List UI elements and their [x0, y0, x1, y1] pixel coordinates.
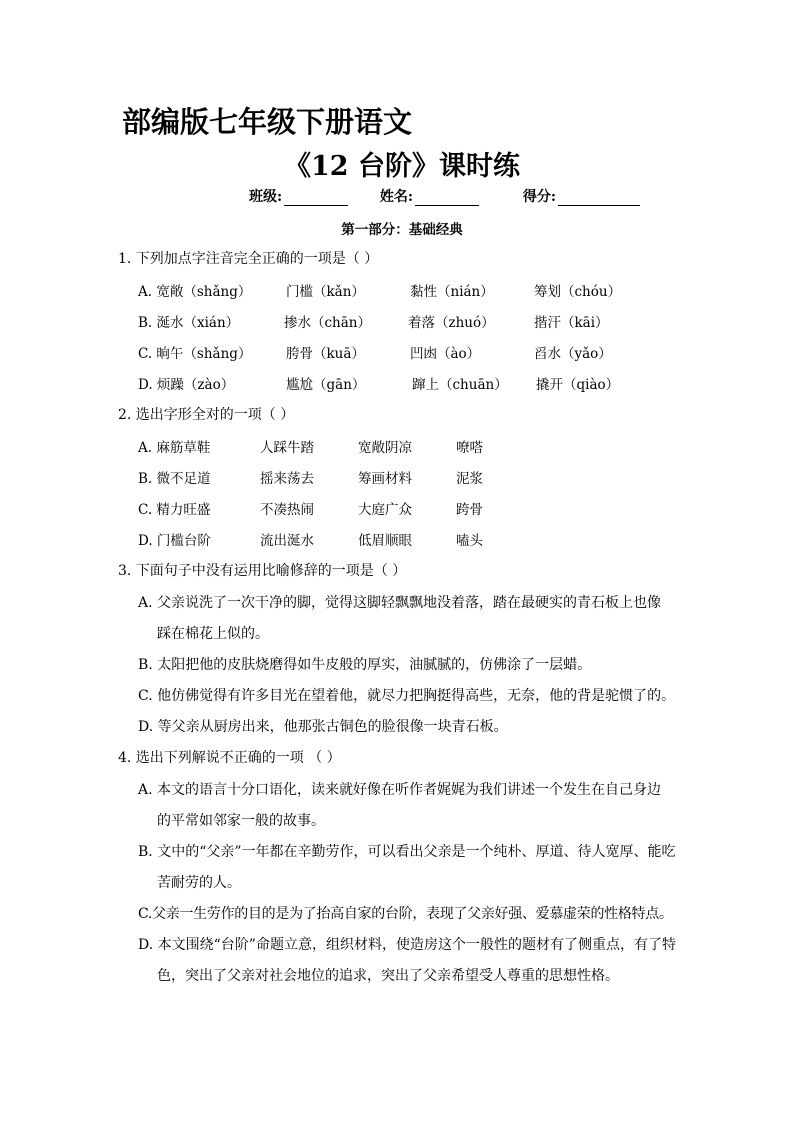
- option-cell: 门槛（kǎn）: [286, 284, 365, 300]
- question-1-option-row: [138, 280, 738, 300]
- option-cell: C. 晌午（shǎng）: [138, 346, 252, 362]
- question-2-stem: 2. 选出字形全对的一项（ ）: [118, 407, 295, 423]
- option-cell: 大庭广众: [358, 502, 412, 518]
- option-cell: 人踩牛踏: [260, 440, 314, 456]
- student-info-line: [249, 186, 640, 206]
- question-4-option-b: B. 文中的“父亲”一年都在辛勤劳作，可以看出父亲是一个纯朴、厚道、待人宽厚、能吃: [138, 844, 676, 860]
- option-cell: 揩汗（kāi）: [534, 315, 609, 331]
- option-cell: 低眉顺眼: [358, 533, 412, 549]
- option-cell: 掺水（chān）: [284, 315, 371, 331]
- option-cell: 胯骨（kuā）: [286, 346, 365, 362]
- question-1-stem: 1. 下列加点字注音完全正确的一项是（ ）: [118, 251, 379, 267]
- question-4-stem: 4. 选出下列解说不正确的一项 （ ）: [118, 750, 341, 766]
- option-cell: 跨骨: [456, 502, 483, 518]
- question-1-option-row: [138, 342, 738, 362]
- name-label: 姓名:: [379, 189, 414, 205]
- question-4-option-c: C.父亲一生劳作的目的是为了抬高自家的台阶，表现了父亲好强、爱慕虚荣的性格特点。: [138, 906, 673, 922]
- option-cell: D. 烦躁（zào）: [138, 377, 235, 393]
- option-cell: 撬开（qiào）: [536, 377, 620, 393]
- option-cell: 不凑热闹: [260, 502, 314, 518]
- option-cell: D. 门槛台阶: [138, 533, 211, 549]
- question-3-option-a-cont: 踩在棉花上似的。: [157, 626, 269, 642]
- question-2-option-row: [138, 467, 638, 487]
- option-cell: 蹿上（chuān）: [412, 377, 508, 393]
- question-2-option-row: [138, 529, 638, 549]
- option-cell: 黏性（nián）: [410, 284, 494, 300]
- option-cell: 摇来荡去: [260, 471, 314, 487]
- title-line-1: 部编版七年级下册语文: [122, 105, 413, 139]
- option-cell: 筹画材料: [358, 471, 412, 487]
- class-blank: [284, 191, 348, 206]
- question-4-option-d: D. 本文围绕“台阶”命题立意，组织材料，使造房这个一般性的题材有了侧重点，有了特: [138, 937, 676, 953]
- question-3-option-d: D. 等父亲从厨房出来，他那张古铜色的脸很像一块青石板。: [138, 719, 508, 735]
- option-cell: 尴尬（gān）: [286, 377, 366, 393]
- option-cell: 舀水（yǎo）: [534, 346, 612, 362]
- question-3-stem: 3. 下面句子中没有运用比喻修辞的一项是（ ）: [118, 563, 407, 579]
- class-label: 班级:: [249, 189, 283, 205]
- question-4-option-a: A. 本文的语言十分口语化，读来就好像在听作者娓娓为我们讲述一个发生在自己身边: [138, 782, 662, 798]
- option-cell: B. 涎水（xián）: [138, 315, 240, 331]
- option-cell: 凹凼（ào）: [410, 346, 481, 362]
- option-cell: 嗑头: [456, 533, 483, 549]
- option-cell: 着落（zhuó）: [408, 315, 495, 331]
- option-cell: 流出涎水: [260, 533, 314, 549]
- title-line-2: 《12 台阶》课时练: [284, 151, 520, 182]
- name-blank: [415, 191, 479, 206]
- score-blank: [558, 191, 640, 206]
- question-1-option-row: [138, 373, 738, 393]
- option-cell: A. 麻筋草鞋: [138, 440, 211, 456]
- question-1-option-row: [138, 311, 738, 331]
- question-3-option-c: C. 他仿佛觉得有许多目光在望着他，就尽力把胸挺得高些，无奈，他的背是驼惯了的。: [138, 688, 676, 704]
- question-3-option-a: A. 父亲说洗了一次干净的脚，觉得这脚轻飘飘地没着落，踏在最硬实的青石板上也像: [138, 595, 662, 611]
- option-cell: 宽敞阴凉: [358, 440, 412, 456]
- option-cell: C. 精力旺盛: [138, 502, 211, 518]
- question-4-option-b-cont: 苦耐劳的人。: [157, 875, 241, 891]
- option-cell: 泥浆: [456, 471, 483, 487]
- question-4-option-a-cont: 的平常如邻家一般的故事。: [157, 813, 325, 829]
- option-cell: 嘹嗒: [456, 440, 483, 456]
- question-2-option-row: [138, 498, 638, 518]
- score-label: 得分:: [522, 189, 557, 205]
- section-title: 第一部分：基础经典: [341, 222, 463, 238]
- question-3-option-b: B. 太阳把他的皮肤烧磨得如牛皮般的厚实，油腻腻的，仿佛涂了一层蜡。: [138, 657, 592, 673]
- option-cell: A. 宽敞（shǎng）: [138, 284, 252, 300]
- option-cell: 筹划（chóu）: [534, 284, 622, 300]
- question-2-option-row: [138, 436, 638, 456]
- option-cell: B. 微不足道: [138, 471, 211, 487]
- question-4-option-d-cont: 色，突出了父亲对社会地位的追求，突出了父亲希望受人尊重的思想性格。: [157, 968, 619, 984]
